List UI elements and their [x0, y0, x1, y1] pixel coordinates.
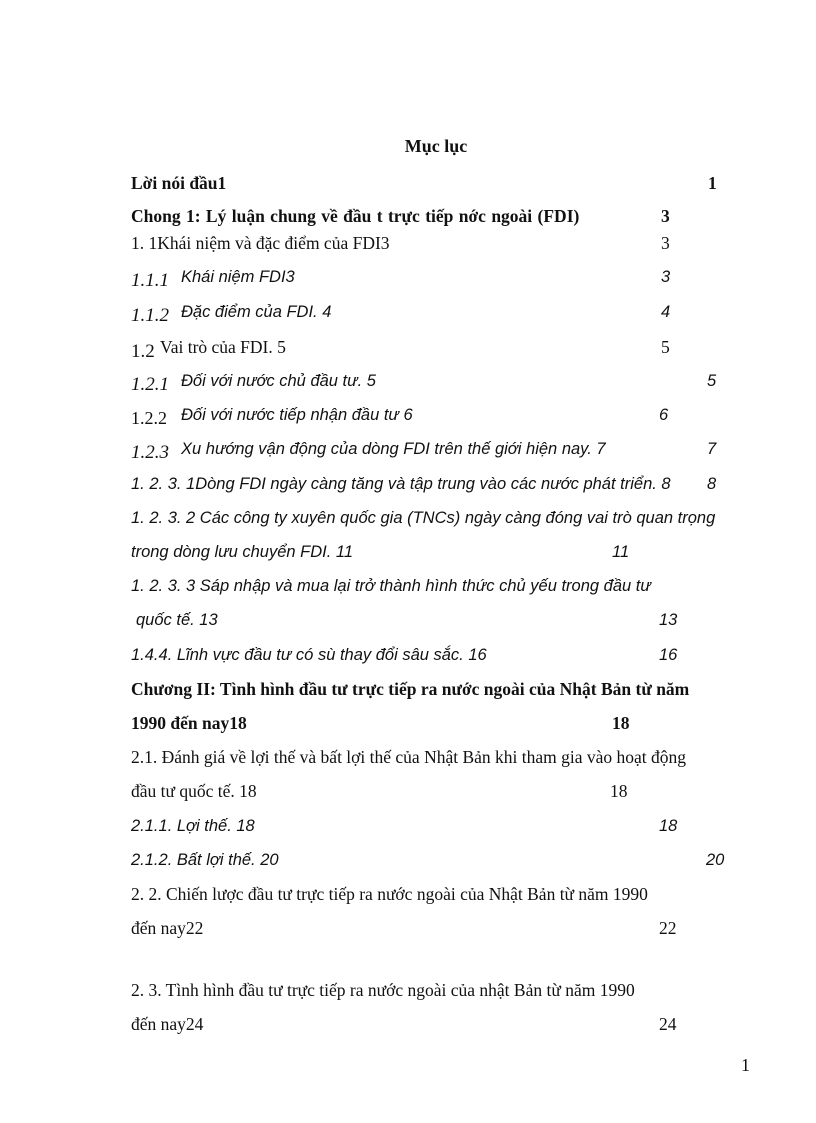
- toc-entry-page: 5: [707, 372, 717, 390]
- toc-entry-text-continued: đến nay24: [131, 1014, 204, 1034]
- toc-entry-page: 16: [659, 646, 678, 664]
- toc-entry-number: 1.2.2: [131, 408, 167, 428]
- toc-entry-text: 2.1. Đánh giá về lợi thế và bất lợi thế của Nhật Bản khi tham gia vào hoạt động: [131, 747, 687, 767]
- toc-entry-page: 11: [612, 543, 630, 561]
- toc-entry-text: 2. 3. Tình hình đầu tư trực tiếp ra nước ngoài của nhật Bản từ năm 1990: [131, 980, 635, 1000]
- toc-entry-page: 6: [659, 406, 669, 424]
- toc-entry-text: 2. 2. Chiến lược đầu tư trực tiếp ra nước ngoài của Nhật Bản từ năm 1990: [131, 884, 648, 904]
- page-number: 1: [741, 1055, 750, 1075]
- toc-entry-text: 1. 1Khái niệm và đặc điểm của FDI3: [131, 233, 390, 253]
- toc-entry-page: 18: [612, 713, 630, 733]
- toc-entry-page: 4: [661, 303, 671, 321]
- toc-entry-text-continued: trong dòng lưu chuyển FDI. 11: [131, 543, 354, 561]
- toc-entry-page: 5: [661, 337, 670, 357]
- toc-entry-text: Đặc điểm của FDI. 4: [181, 303, 332, 321]
- toc-entry-number: 1.2.3: [131, 442, 169, 463]
- toc-entry-text: Khái niệm FDI3: [181, 268, 295, 286]
- toc-entry-text: 1. 2. 3. 1Dòng FDI ngày càng tăng và tập trung vào các nước phát triển. 8: [131, 475, 671, 493]
- toc-entry-page: 3: [661, 268, 671, 286]
- toc-entry-text-continued: 1990 đến nay18: [131, 713, 247, 733]
- toc-entry-text: Đối với nước chủ đầu tư. 5: [181, 372, 376, 390]
- toc-entry-page: 24: [659, 1014, 677, 1034]
- toc-entry-page: 20: [706, 851, 725, 869]
- toc-entry-text: Chong 1: Lý luận chung về đầu t trực tiếp nớc ngoài (FDI): [131, 206, 580, 226]
- toc-entry-text: 2.1.2. Bất lợi thế. 20: [131, 851, 279, 869]
- page-title: Mục lục: [404, 136, 468, 156]
- toc-entry-text: Xu hướng vận động của dòng FDI trên thế giới hiện nay. 7: [181, 440, 606, 458]
- toc-entry-text: Chương II: Tình hình đầu tư trực tiếp ra nước ngoài của Nhật Bản từ năm: [131, 679, 690, 699]
- toc-entry-text-continued: quốc tế. 13: [136, 611, 218, 629]
- toc-entry-page: 1: [708, 173, 717, 193]
- toc-entry-page: 22: [659, 918, 677, 938]
- toc-entry-page: 3: [661, 206, 670, 226]
- toc-entry-text: 1.4.4. Lĩnh vực đầu tư có sù thay đổi sâu sắc. 16: [131, 646, 487, 664]
- toc-entry-number: 1.1.2: [131, 305, 169, 326]
- toc-entry-text: 1. 2. 3. 2 Các công ty xuyên quốc gia (TNCs) ngày càng đóng vai trò quan trọng: [131, 509, 716, 527]
- toc-entry-page: 18: [610, 781, 628, 801]
- toc-entry-page: 13: [659, 611, 678, 629]
- toc-entry-number: 1.2.1: [131, 374, 169, 395]
- toc-entry-text: Vai trò của FDI. 5: [160, 337, 286, 357]
- toc-entry-page: 18: [659, 817, 678, 835]
- toc-entry-page: 3: [661, 233, 670, 253]
- toc-entry-number: 1.1.1: [131, 270, 169, 291]
- toc-entry-text-continued: đến nay22: [131, 918, 204, 938]
- toc-entry-text-continued: đầu tư quốc tế. 18: [131, 781, 257, 801]
- toc-entry-text: Đối với nước tiếp nhận đầu tư 6: [181, 406, 413, 424]
- toc-entry-page: 7: [707, 440, 717, 458]
- toc-entry-page: 8: [707, 475, 717, 493]
- toc-entry-text: 2.1.1. Lợi thế. 18: [131, 817, 255, 835]
- toc-entry-text: 1. 2. 3. 3 Sáp nhập và mua lại trở thành hình thức chủ yếu trong đầu tư: [131, 577, 651, 595]
- toc-entry-number: 1.2: [131, 341, 155, 362]
- toc-entry-text: Lời nói đầu1: [131, 173, 227, 193]
